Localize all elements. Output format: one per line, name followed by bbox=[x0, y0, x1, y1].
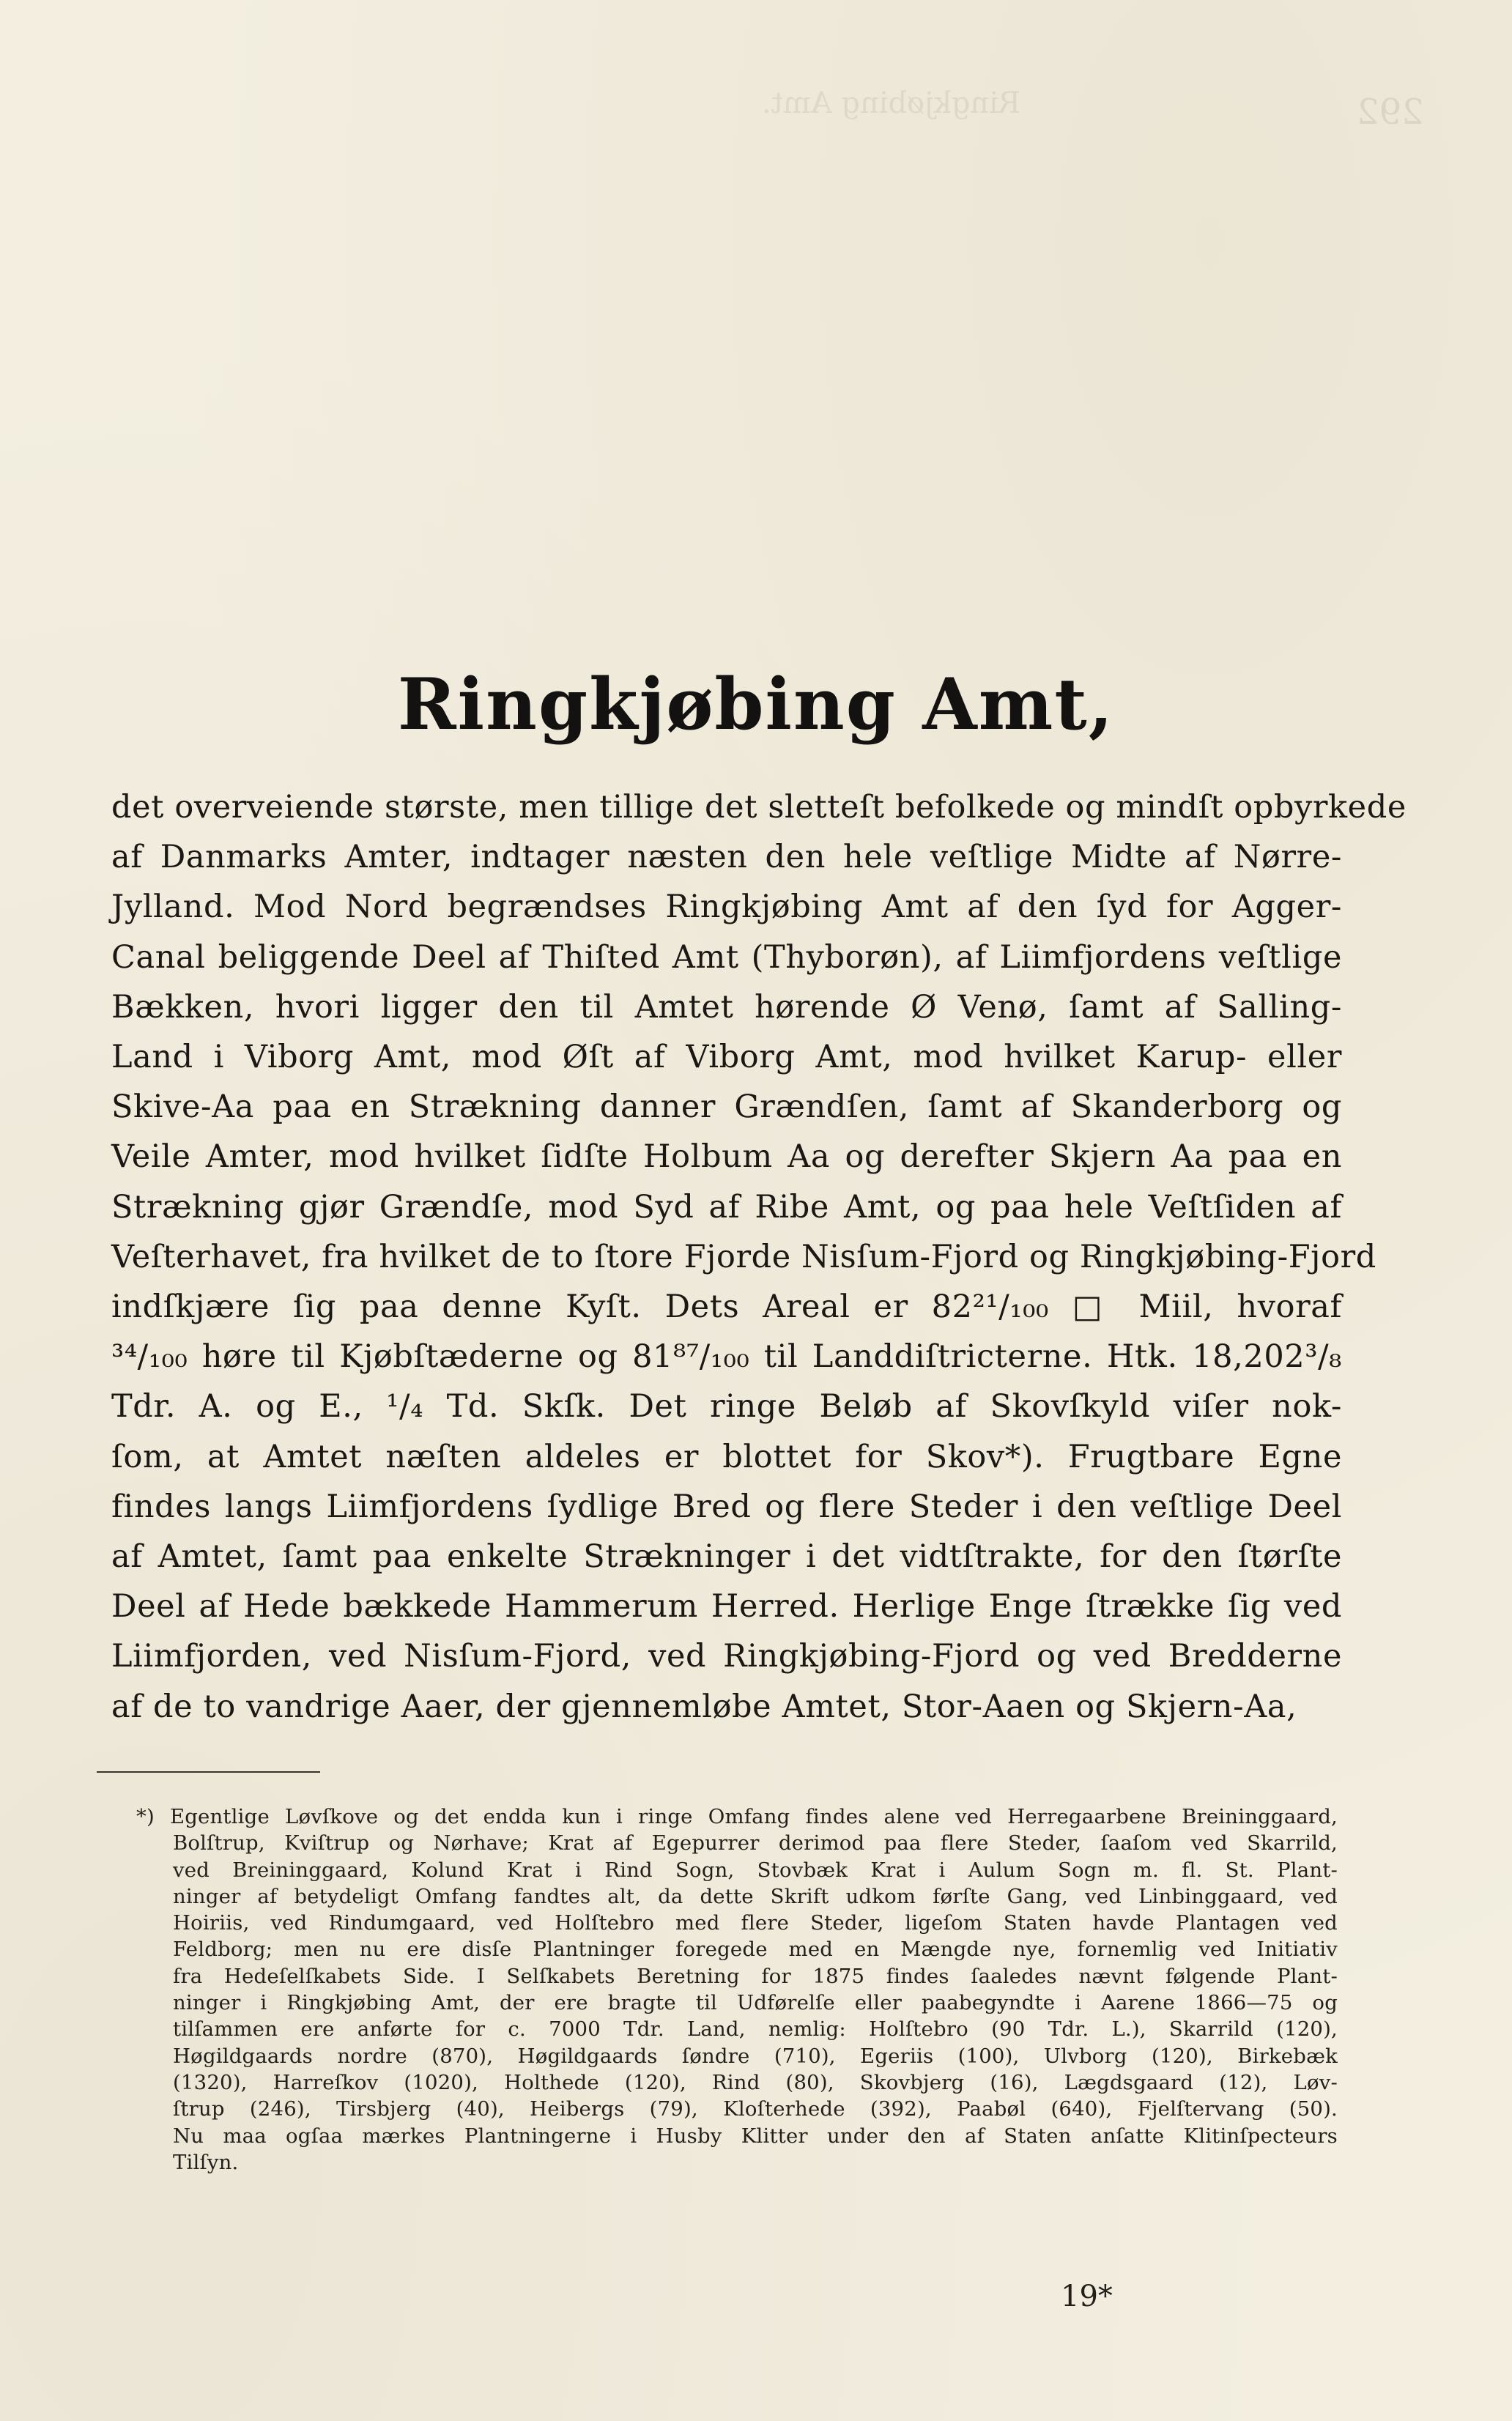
body-line: Land i Viborg Amt, mod Øſt af Viborg Amt, mod hvilket Karup- eller bbox=[111, 1039, 1342, 1076]
body-line: Bækken, hvori ligger den til Amtet hørende Ø Venø, ſamt af Salling- bbox=[111, 988, 1342, 1026]
body-line: Veile Amter, mod hvilket ſidſte Holbum Aa og derefter Skjern Aa paa en bbox=[111, 1138, 1342, 1176]
body-paragraph bbox=[111, 782, 1407, 1732]
body-line: af Danmarks Amter, indtager næsten den hele veſtlige Midte af Nørre- bbox=[111, 839, 1342, 876]
footnote-line: ninger i Ringkjøbing Amt, der ere bragte til Udførelſe eller paabegyndte i Aarene 1866—75 og bbox=[173, 1991, 1338, 2015]
body-line: Tdr. A. og E., ¹/₄ Td. Skſk. Det ringe Beløb af Skovſkyld viſer nok- bbox=[111, 1388, 1342, 1425]
body-line: Strækning gjør Grændſe, mod Syd af Ribe Amt, og paa hele Veſtſiden af bbox=[111, 1188, 1342, 1226]
footnote-line: Hoiriis, ved Rindumgaard, ved Holſtebro med flere Steder, ligeſom Staten havde Plantagen ved bbox=[173, 1911, 1338, 1935]
body-line: Liimfjorden, ved Nisſum-Fjord, ved Ringkjøbing-Fjord og ved Bredderne bbox=[111, 1638, 1342, 1675]
footnote-line: Bolſtrup, Kviſtrup og Nørhave; Krat af Egepurrer derimod paa flere Steder, ſaaſom ved Skarrild, bbox=[173, 1831, 1338, 1855]
body-line: Canal beliggende Deel af Thiſted Amt (Thyborøn), af Liimfjordens veſtlige bbox=[111, 938, 1342, 976]
body-line: Veſterhavet, fra hvilket de to ſtore Fjorde Nisſum-Fjord og Ringkjøbing-Fjord bbox=[111, 1238, 1376, 1275]
bleed-through-page-number: 292 bbox=[1357, 92, 1424, 133]
footnote-line: Høgildgaards nordre (870), Høgildgaards ſøndre (710), Egeriis (100), Ulvborg (120), Birkebæk bbox=[173, 2044, 1338, 2068]
footnote-line: *) Egentlige Løvſkove og det endda kun i ringe Omfang findes alene ved Herregaarbene Breininggaard, bbox=[136, 1805, 1338, 1828]
page-title: Ringkjøbing Amt, bbox=[397, 663, 1115, 746]
bleed-through-header: Ringkjøbing Amt. bbox=[762, 86, 1021, 120]
body-line: Jylland. Mod Nord begrændses Ringkjøbing Amt af den ſyd for Agger- bbox=[111, 889, 1342, 926]
footnote bbox=[136, 1803, 1338, 2176]
body-line: af Amtet, ſamt paa enkelte Strækninger i det vidtſtrakte, for den ſtørſte bbox=[111, 1538, 1342, 1576]
body-line: indſkjære ſig paa denne Kyſt. Dets Areal er 82²¹/₁₀₀ □ Miil, hvoraf bbox=[111, 1289, 1342, 1326]
footnote-line: Tilſyn. bbox=[173, 2150, 239, 2174]
footnote-line: ved Breininggaard, Kolund Krat i Rind Sogn, Stovbæk Krat i Aulum Sogn m. fl. St. Plant- bbox=[173, 1858, 1338, 1882]
footnote-line: fra Hedeſelſkabets Side. I Selſkabets Beretning for 1875 findes ſaaledes nævnt følgende Plant- bbox=[173, 1964, 1338, 1988]
body-line: af de to vandrige Aaer, der gjennemløbe Amtet, Stor-Aaen og Skjern-Aa, bbox=[111, 1688, 1297, 1725]
footnote-line: Feldborg; men nu ere disſe Plantninger foregede med en Mængde nye, fornemlig ved Initiativ bbox=[173, 1938, 1338, 1962]
footnote-divider bbox=[97, 1771, 320, 1773]
body-line: Deel af Hede bækkede Hammerum Herred. Herlige Enge ſtrække ſig ved bbox=[111, 1588, 1342, 1625]
body-line: Skive-Aa paa en Strækning danner Grændſen, ſamt af Skanderborg og bbox=[111, 1089, 1342, 1126]
body-line: ſom, at Amtet næſten aldeles er blottet for Skov*). Frugtbare Egne bbox=[111, 1438, 1342, 1475]
footnote-line: ninger af betydeligt Omfang fandtes alt, da dette Skrift udkom førſte Gang, ved Linbinggaard, ved bbox=[173, 1884, 1338, 1908]
body-line: det overveiende største, men tillige det sletteſt befolkede og mindſt opbyrkede bbox=[111, 789, 1407, 826]
footnote-line: (1320), Harreſkov (1020), Holthede (120), Rind (80), Skovbjerg (16), Lægdsgaard (12), Løv- bbox=[173, 2070, 1338, 2094]
body-line: findes langs Liimfjordens ſydlige Bred og flere Steder i den veſtlige Deel bbox=[111, 1488, 1342, 1525]
footnote-line: ſtrup (246), Tirsbjerg (40), Heibergs (79), Kloſterhede (392), Paabøl (640), Fjelſtervang (50). bbox=[173, 2097, 1338, 2121]
page-number: 19* bbox=[1061, 2280, 1113, 2313]
body-line: ³⁴/₁₀₀ høre til Kjøbſtæderne og 81⁸⁷/₁₀₀ til Landdiſtricterne. Htk. 18,202³/₈ bbox=[111, 1338, 1342, 1376]
footnote-line: tilſammen ere anførte for c. 7000 Tdr. Land, nemlig: Holſtebro (90 Tdr. L.), Skarrild (120), bbox=[173, 2017, 1338, 2042]
footnote-line: Nu maa ogſaa mærkes Plantningerne i Husby Klitter under den af Staten anſatte Klitinſpecteurs bbox=[173, 2124, 1338, 2148]
